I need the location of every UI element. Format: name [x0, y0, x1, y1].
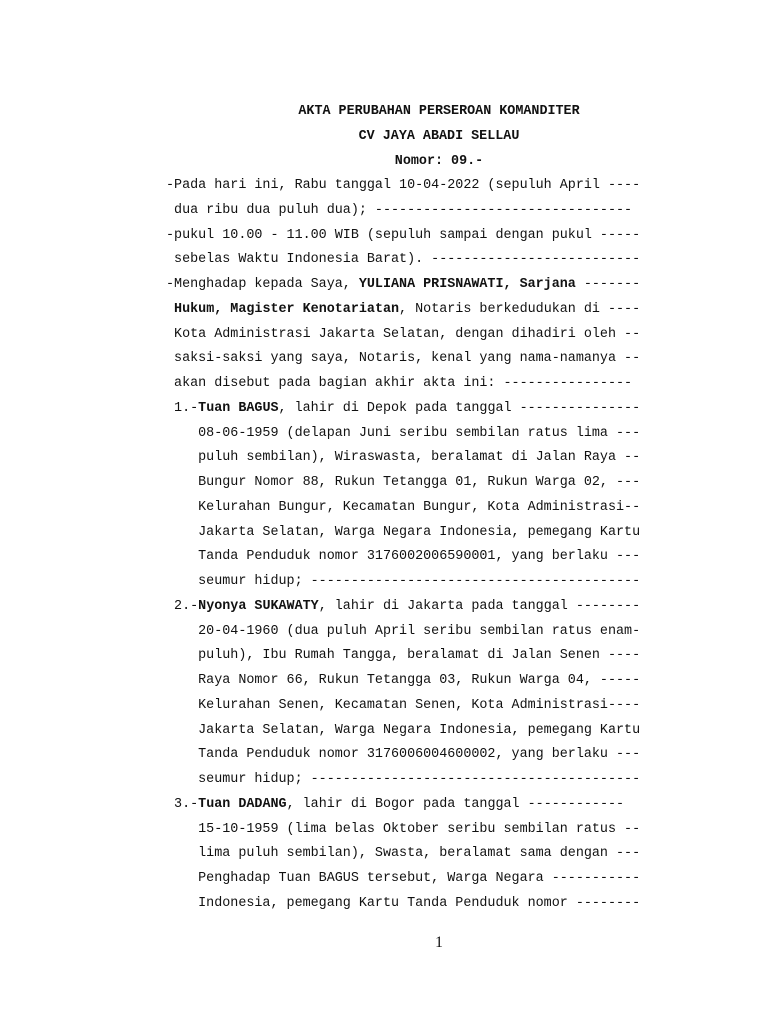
deed-number: Nomor: 09.-: [394, 154, 484, 169]
text-segment: 1.-: [166, 400, 199, 416]
text-line: [166, 846, 640, 862]
text-segment: lima puluh sembilan), Swasta, beralamat sama dengan ---: [166, 846, 641, 862]
text-line: [166, 871, 640, 887]
text-segment: Bungur Nomor 88, Rukun Tetangga 01, Rukun Warga 02, ---: [166, 475, 641, 490]
text-line: [166, 698, 640, 714]
text-line: [166, 178, 640, 194]
text-segment: 3.-: [166, 796, 199, 812]
text-line: [166, 599, 640, 615]
text-line: [166, 723, 640, 739]
text-segment: 2.-: [166, 598, 199, 614]
text-segment: Tanda Penduduk nomor 3176002006590001, yang berlaku ---: [166, 549, 641, 565]
text-line: [166, 203, 632, 219]
text-segment: Kelurahan Bungur, Kecamatan Bungur, Kota Administrasi--: [166, 499, 641, 515]
text-segment: Kelurahan Senen, Kecamatan Senen, Kota Administrasi----: [166, 697, 641, 713]
text-segment: , lahir di Bogor pada tanggal ------------: [286, 796, 625, 812]
text-line: [166, 252, 640, 268]
text-segment: Jakarta Selatan, Warga Negara Indonesia, pemegang Kartu: [166, 722, 641, 738]
text-segment: Tanda Penduduk nomor 3176006004600002, yang berlaku ---: [166, 747, 641, 763]
text-segment: Penghadap Tuan BAGUS tersebut, Warga Negara -----------: [166, 871, 641, 886]
bold-text: Hukum, Magister Kenotariatan: [174, 301, 400, 317]
text-segment: puluh sembilan), Wiraswasta, beralamat di Jalan Raya --: [166, 450, 641, 466]
text-segment: seumur hidup; -----------------------------------------: [166, 574, 641, 589]
text-segment: seumur hidup; -----------------------------------------: [166, 772, 641, 787]
text-line: [166, 574, 640, 590]
text-line: [166, 450, 640, 466]
text-line: [166, 822, 640, 838]
text-segment: 20-04-1960 (dua puluh April seribu sembilan ratus enam-: [166, 623, 641, 639]
text-segment: , lahir di Jakarta pada tanggal --------: [318, 598, 641, 614]
document-title: AKTA PERUBAHAN PERSEROAN KOMANDITER: [298, 104, 580, 119]
text-line: [166, 351, 640, 367]
bold-text: Tuan DADANG: [198, 796, 287, 812]
text-segment: -pukul 10.00 - 11.00 WIB (sepuluh sampai dengan pukul -----: [166, 227, 641, 243]
text-segment: dua ribu dua puluh dua); --------------------------------: [166, 202, 633, 218]
text-segment: 15-10-1959 (lima belas Oktober seribu sembilan ratus --: [166, 821, 641, 837]
text-segment: Raya Nomor 66, Rukun Tetangga 03, Rukun Warga 04, -----: [166, 673, 641, 688]
text-line: [166, 302, 640, 318]
text-segment: Kota Administrasi Jakarta Selatan, dengan dihadiri oleh --: [166, 326, 641, 342]
text-segment: , lahir di Depok pada tanggal ---------------: [278, 400, 641, 416]
text-line: [166, 525, 640, 541]
text-segment: akan disebut pada bagian akhir akta ini: ----------------: [166, 376, 633, 391]
text-segment: sebelas Waktu Indonesia Barat). --------------------------: [166, 252, 641, 268]
company-name: CV JAYA ABADI SELLAU: [358, 129, 520, 144]
text-segment: , Notaris berkedudukan di ----: [399, 301, 641, 317]
text-line: [166, 747, 640, 763]
text-line: [166, 277, 640, 293]
text-line: [166, 475, 640, 491]
text-line: [166, 772, 640, 788]
text-line: [166, 797, 624, 813]
text-segment: [166, 302, 174, 317]
text-segment: Indonesia, pemegang Kartu Tanda Penduduk nomor --------: [166, 895, 641, 911]
text-line: [166, 228, 640, 244]
bold-text: Tuan BAGUS: [198, 400, 279, 416]
text-line: [166, 896, 640, 912]
text-segment: Jakarta Selatan, Warga Negara Indonesia, pemegang Kartu: [166, 524, 641, 540]
text-segment: -------: [575, 277, 641, 292]
text-line: [166, 549, 640, 565]
text-segment: saksi-saksi yang saya, Notaris, kenal yang nama-namanya --: [166, 351, 641, 367]
bold-text: Nyonya SUKAWATY: [198, 598, 319, 614]
text-segment: puluh), Ibu Rumah Tangga, beralamat di Jalan Senen ----: [166, 648, 641, 664]
page-number: 1: [435, 934, 443, 951]
text-line: [166, 648, 640, 664]
text-line: [166, 426, 640, 442]
text-line: [166, 401, 640, 417]
text-line: [166, 376, 632, 392]
text-line: [166, 624, 640, 640]
text-line: [166, 673, 640, 689]
text-segment: -Pada hari ini, Rabu tanggal 10-04-2022 (sepuluh April ----: [166, 178, 641, 193]
text-line: [166, 500, 640, 516]
text-segment: 08-06-1959 (delapan Juni seribu sembilan ratus lima ---: [166, 425, 641, 441]
bold-text: YULIANA PRISNAWATI, Sarjana: [358, 277, 576, 292]
text-segment: -Menghadap kepada Saya,: [166, 277, 359, 292]
text-line: [166, 327, 640, 343]
